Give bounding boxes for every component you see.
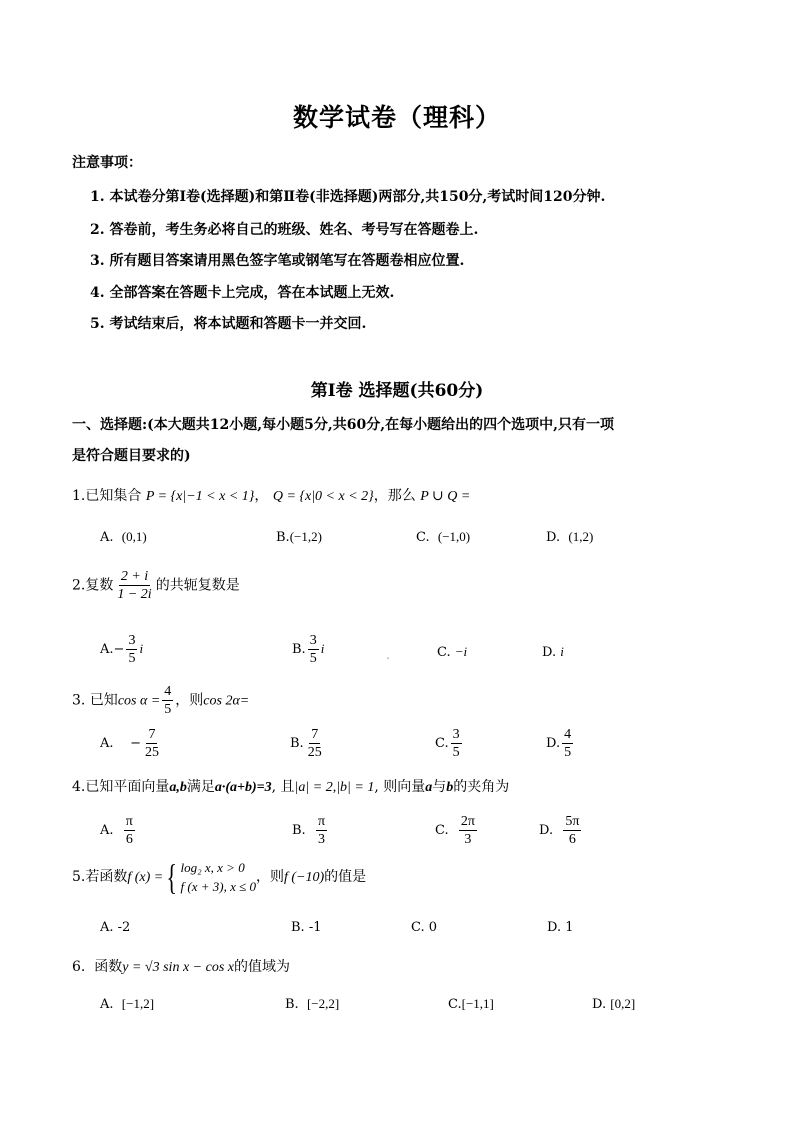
question-number: 2. [72, 577, 86, 594]
math-expression: Q = {x|0 < x < 2} [272, 489, 374, 504]
option-a: A. -2 [100, 920, 131, 935]
question-number: 4. [72, 779, 86, 795]
question-number: 6. [72, 959, 86, 975]
option-d: D. [0,2] [592, 996, 636, 1012]
section-instructions: 一、选择题:(本大题共12小题,每小题5分,共60分,在每小题给出的四个选项中,只有一项 [72, 417, 614, 433]
notice-item: 4. 全部答案在答题卡上完成，答在本试题上无效. [90, 285, 395, 301]
stray-mark: . [386, 648, 390, 662]
piecewise-cases: log₂ x, x > 0 f (x + 3), x ≤ 0 [180, 860, 256, 894]
question-1 [72, 485, 470, 505]
notice-item: 5. 考试结束后，将本试题和答题卡一并交回. [90, 316, 367, 332]
option-b: B. $\frac{3}{5}$ i [292, 633, 325, 666]
section-instructions: 是符合题目要求的) [72, 448, 191, 464]
option-b: B. $\frac{\pi}{3}$ [292, 814, 326, 847]
question-text: ，则 [175, 692, 204, 709]
option-b: B. -1 [291, 920, 322, 935]
option-c: C. (−1,0) [416, 529, 471, 545]
option-c: C.[−1,1] [448, 996, 494, 1012]
option-b: B. [−2,2] [285, 996, 340, 1012]
math-expression: P ∪ Q = [420, 489, 471, 504]
option-d: D. $\frac{4}{5}$ [546, 727, 572, 760]
option-a: A. $\frac{\pi}{6}$ [100, 814, 133, 847]
math-expression: cos 2α= [203, 693, 250, 709]
question-text: 的共轭复数是 [155, 577, 240, 594]
question-text: 已知集合 [85, 488, 142, 504]
question-number: 5. [72, 869, 86, 885]
option-b: B. $\frac{7}{25}$ [290, 727, 322, 760]
notice-item: 3. 所有题目答案请用黑色签字笔或钢笔写在答题卷相应位置. [90, 253, 465, 269]
question-text: 复数 [85, 577, 114, 594]
notice-item: 2. 答卷前，考生务必将自己的班级、姓名、考号写在答题卷上. [90, 222, 479, 238]
option-d: D. i [542, 644, 564, 660]
question-6: 6. 函数y = √3 sin x − cos x的值域为 [72, 959, 290, 975]
option-a: A.− $\frac{3}{5}$ i [100, 633, 144, 666]
question-number: 1. [72, 488, 86, 504]
question-text: ，那么 [373, 488, 416, 504]
section-title: 第Ⅰ卷 选择题(共60分) [310, 381, 484, 401]
option-c: C. −i [437, 644, 468, 660]
question-3 [72, 683, 249, 718]
question-5: 5.若函数f (x) ={ log₂ x, x > 0 f (x + 3), x ≤ 0 ，则f (−10)的值是 [72, 857, 367, 897]
exam-title: 数学试卷（理科） [292, 103, 501, 132]
brace: { [166, 857, 178, 897]
option-a: A. − $\frac{7}{25}$ [100, 727, 159, 760]
question-number: 3. [72, 692, 86, 709]
question-4: 4.已知平面向量a,b满足a·(a+b)=3, 且|a| = 2,|b| = 1, 则向量a与b的夹角为 [72, 779, 510, 795]
question-text: 已知 [89, 692, 118, 709]
option-a: A. [−1,2] [100, 996, 155, 1012]
option-d: D. $\frac{5\pi}{6}$ [539, 814, 580, 847]
option-c: C. $\frac{2\pi}{3}$ [435, 814, 475, 847]
question-text: ， [254, 488, 269, 504]
notice-heading: 注意事项： [72, 155, 142, 171]
option-b: B.(−1,2) [276, 529, 322, 545]
option-d: D. (1,2) [546, 529, 594, 545]
option-d: D. 1 [547, 920, 574, 935]
option-c: C. $\frac{3}{5}$ [435, 727, 460, 760]
fraction: $\frac{4}{5}$ [164, 684, 172, 717]
notice-item: 1. 本试卷分第Ⅰ卷(选择题)和第Ⅱ卷(非选择题)两部分,共150分,考试时间120分钟. [90, 189, 606, 205]
question-2 [72, 568, 240, 603]
math-expression: cos α = [117, 693, 161, 709]
fraction: $\frac{2 + i}{1 - 2i}$ [117, 569, 152, 602]
option-a: A. (0,1) [100, 529, 147, 545]
option-c: C. 0 [411, 920, 438, 935]
math-expression: P = {x|−1 < x < 1} [145, 489, 255, 504]
